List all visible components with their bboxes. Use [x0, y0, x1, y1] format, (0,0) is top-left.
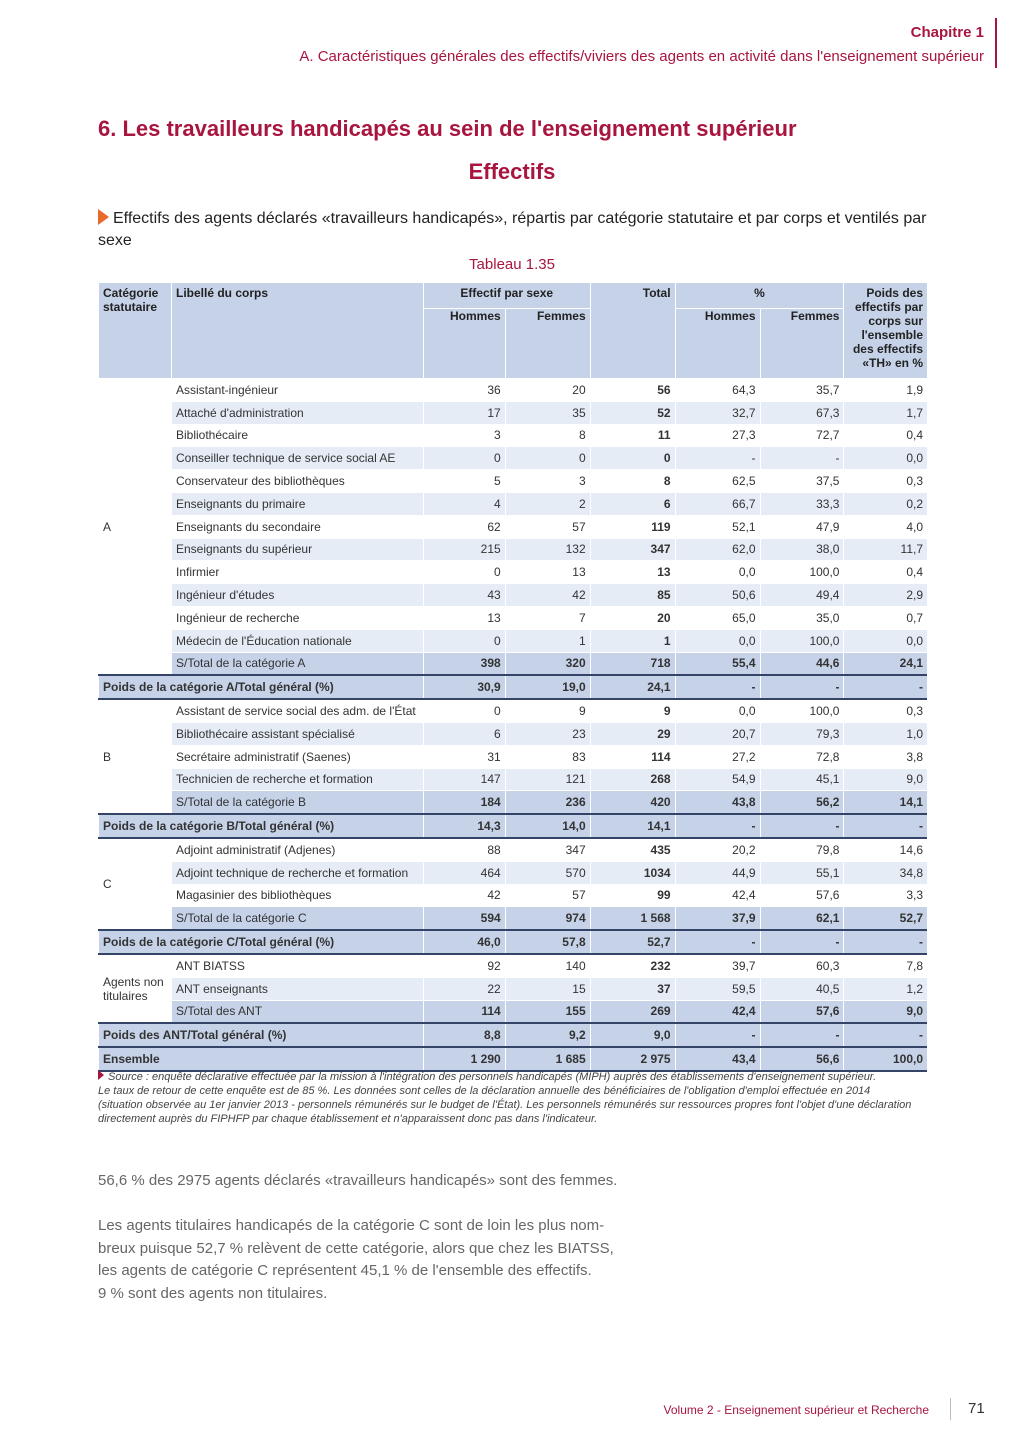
header-pct-femmes: Femmes	[760, 309, 844, 379]
header-femmes: Femmes	[505, 309, 590, 379]
cell-ph: 0,0	[675, 561, 760, 584]
cell-pw: 34,8	[844, 861, 927, 884]
subtotal-row	[99, 652, 928, 675]
cell-t: 718	[590, 652, 675, 675]
table-row	[99, 838, 928, 861]
cell-pw: -	[844, 675, 927, 699]
cell-pw: 14,6	[844, 838, 927, 861]
corps-label: Adjoint technique de recherche et formation	[171, 861, 423, 884]
cell-f: 9	[505, 699, 590, 722]
corps-label: Technicien de recherche et formation	[171, 768, 423, 791]
header-pct: %	[675, 283, 844, 309]
table-row	[99, 538, 928, 561]
source-line: (situation observée au 1er janvier 2013 - personnels rémunérés sur le budget de l'État). Les personnels rémunérés sur ressources propres font l'objet d'une déclaration	[98, 1099, 912, 1111]
cell-h: 398	[423, 652, 505, 675]
cell-ph: 43,4	[675, 1047, 760, 1071]
table-row	[99, 492, 928, 515]
cell-ph: 50,6	[675, 584, 760, 607]
cell-t: 24,1	[590, 675, 675, 699]
cell-ph: 62,0	[675, 538, 760, 561]
cell-pf: -	[760, 447, 844, 470]
cell-h: 594	[423, 907, 505, 930]
cell-pw: 7,8	[844, 954, 927, 977]
corps-label: Bibliothécaire	[171, 424, 423, 447]
cell-f: 1	[505, 629, 590, 652]
cell-f: 83	[505, 745, 590, 768]
paragraph-2	[98, 1215, 658, 1305]
cell-ph: 32,7	[675, 401, 760, 424]
cell-pf: 100,0	[760, 629, 844, 652]
corps-label: Médecin de l'Éducation nationale	[171, 629, 423, 652]
cell-t: 14,1	[590, 814, 675, 838]
cell-f: 132	[505, 538, 590, 561]
cell-f: 347	[505, 838, 590, 861]
cell-pw: 100,0	[844, 1047, 927, 1071]
header-total: Total	[590, 283, 675, 379]
table-row	[99, 515, 928, 538]
table-row	[99, 977, 928, 1000]
cell-f: 14,0	[505, 814, 590, 838]
table-body	[99, 379, 928, 1071]
cell-h: 0	[423, 447, 505, 470]
cell-h: 3	[423, 424, 505, 447]
category-cell: B	[99, 699, 172, 814]
cell-ph: 43,8	[675, 791, 760, 814]
cell-t: 232	[590, 954, 675, 977]
cell-t: 119	[590, 515, 675, 538]
table-row	[99, 699, 928, 722]
cell-h: 14,3	[423, 814, 505, 838]
cell-ph: 59,5	[675, 977, 760, 1000]
cell-ph: -	[675, 930, 760, 954]
cell-t: 0	[590, 447, 675, 470]
arrow-icon	[98, 209, 109, 225]
cell-pf: 33,3	[760, 492, 844, 515]
cell-pw: -	[844, 814, 927, 838]
cell-f: 9,2	[505, 1023, 590, 1047]
cell-f: 8	[505, 424, 590, 447]
corps-label: Attaché d'administration	[171, 401, 423, 424]
cell-h: 215	[423, 538, 505, 561]
cell-pw: 0,4	[844, 424, 927, 447]
poids-row	[99, 930, 928, 954]
table-row	[99, 606, 928, 629]
cell-h: 88	[423, 838, 505, 861]
corps-label: Conservateur des bibliothèques	[171, 470, 423, 493]
cell-ph: -	[675, 675, 760, 699]
corps-label: Assistant de service social des adm. de l'État	[171, 699, 423, 722]
cell-f: 57	[505, 884, 590, 907]
cell-h: 30,9	[423, 675, 505, 699]
cell-t: 269	[590, 1000, 675, 1023]
source-line: Source : enquête déclarative effectuée par la mission à l'intégration des personnels handicapés (MIPH) auprès des établissements d'enseignement supérieur.	[108, 1071, 877, 1083]
cell-ph: 42,4	[675, 1000, 760, 1023]
cell-ph: 20,2	[675, 838, 760, 861]
table-row	[99, 722, 928, 745]
subtotal-row	[99, 907, 928, 930]
cell-f: 57,8	[505, 930, 590, 954]
paragraph-line: Les agents titulaires handicapés de la catégorie C sont de loin les plus nom-	[98, 1217, 605, 1234]
cell-t: 114	[590, 745, 675, 768]
chapter-header	[299, 24, 984, 68]
cell-pf: 44,6	[760, 652, 844, 675]
cell-pf: 35,0	[760, 606, 844, 629]
cell-pf: 57,6	[760, 884, 844, 907]
cell-t: 420	[590, 791, 675, 814]
chapter-number: Chapitre 1	[910, 24, 984, 41]
cell-pw: 11,7	[844, 538, 927, 561]
cell-pf: 79,8	[760, 838, 844, 861]
cell-t: 20	[590, 606, 675, 629]
cell-h: 114	[423, 1000, 505, 1023]
cell-pw: 0,2	[844, 492, 927, 515]
cell-ph: 27,2	[675, 745, 760, 768]
cell-ph: 54,9	[675, 768, 760, 791]
corps-label: Conseiller technique de service social AE	[171, 447, 423, 470]
poids-row	[99, 675, 928, 699]
subtotal-row	[99, 1000, 928, 1023]
source-arrow-icon	[98, 1070, 104, 1080]
cell-h: 42	[423, 884, 505, 907]
cell-ph: 37,9	[675, 907, 760, 930]
header-libelle: Libellé du corps	[171, 283, 423, 379]
table-row	[99, 447, 928, 470]
cell-f: 974	[505, 907, 590, 930]
header-pct-hommes: Hommes	[675, 309, 760, 379]
cell-ph: 55,4	[675, 652, 760, 675]
cell-pf: 60,3	[760, 954, 844, 977]
cell-t: 9,0	[590, 1023, 675, 1047]
cell-f: 20	[505, 379, 590, 402]
table-row	[99, 954, 928, 977]
cell-pf: 49,4	[760, 584, 844, 607]
cell-ph: 64,3	[675, 379, 760, 402]
cell-h: 4	[423, 492, 505, 515]
source-note	[98, 1070, 928, 1126]
corps-label: Magasinier des bibliothèques	[171, 884, 423, 907]
cell-pf: 55,1	[760, 861, 844, 884]
cell-pw: 0,7	[844, 606, 927, 629]
cell-ph: 0,0	[675, 629, 760, 652]
description-text: Effectifs des agents déclarés «travailleurs handicapés», répartis par catégorie statutaire et par corps et ventilés par sexe	[98, 210, 927, 249]
cell-f: 236	[505, 791, 590, 814]
footer-divider	[950, 1398, 951, 1420]
cell-pf: 79,3	[760, 722, 844, 745]
subtotal-label: S/Total de la catégorie C	[171, 907, 423, 930]
cell-pf: 62,1	[760, 907, 844, 930]
cell-ph: -	[675, 814, 760, 838]
cell-pw: 9,0	[844, 1000, 927, 1023]
category-cell: A	[99, 379, 172, 676]
cell-t: 347	[590, 538, 675, 561]
cell-pf: -	[760, 930, 844, 954]
footer-volume: Volume 2 - Enseignement supérieur et Recherche	[663, 1403, 929, 1417]
corps-label: Adjoint administratif (Adjenes)	[171, 838, 423, 861]
cell-pf: -	[760, 814, 844, 838]
cell-f: 155	[505, 1000, 590, 1023]
cell-t: 29	[590, 722, 675, 745]
cell-pf: 45,1	[760, 768, 844, 791]
section-title: 6. Les travailleurs handicapés au sein de l'enseignement supérieur	[98, 116, 797, 141]
header-categorie: Catégorie statutaire	[99, 283, 172, 379]
cell-t: 1 568	[590, 907, 675, 930]
header-hommes: Hommes	[423, 309, 505, 379]
cell-t: 52,7	[590, 930, 675, 954]
poids-label: Poids des ANT/Total général (%)	[99, 1023, 424, 1047]
cell-f: 7	[505, 606, 590, 629]
corps-label: Enseignants du primaire	[171, 492, 423, 515]
corps-label: Ingénieur d'études	[171, 584, 423, 607]
cell-h: 464	[423, 861, 505, 884]
cell-pw: -	[844, 1023, 927, 1047]
cell-t: 2 975	[590, 1047, 675, 1071]
table-row	[99, 401, 928, 424]
cell-pw: 4,0	[844, 515, 927, 538]
poids-label: Poids de la catégorie B/Total général (%)	[99, 814, 424, 838]
cell-pw: 1,2	[844, 977, 927, 1000]
cell-pf: 40,5	[760, 977, 844, 1000]
cell-f: 3	[505, 470, 590, 493]
cell-pw: 2,9	[844, 584, 927, 607]
cell-f: 19,0	[505, 675, 590, 699]
cell-pw: 0,4	[844, 561, 927, 584]
ensemble-row	[99, 1047, 928, 1071]
cell-h: 147	[423, 768, 505, 791]
cell-f: 23	[505, 722, 590, 745]
cell-h: 184	[423, 791, 505, 814]
cell-t: 56	[590, 379, 675, 402]
cell-h: 22	[423, 977, 505, 1000]
cell-h: 13	[423, 606, 505, 629]
category-cell: Agents non titulaires	[99, 954, 172, 1023]
cell-pw: 1,7	[844, 401, 927, 424]
cell-t: 9	[590, 699, 675, 722]
cell-t: 1	[590, 629, 675, 652]
subtotal-label: S/Total des ANT	[171, 1000, 423, 1023]
cell-h: 43	[423, 584, 505, 607]
table-row	[99, 561, 928, 584]
cell-ph: 52,1	[675, 515, 760, 538]
table-row	[99, 424, 928, 447]
cell-t: 99	[590, 884, 675, 907]
cell-pw: 0,3	[844, 699, 927, 722]
cell-pw: 14,1	[844, 791, 927, 814]
cell-t: 52	[590, 401, 675, 424]
table-description	[98, 208, 928, 252]
cell-t: 435	[590, 838, 675, 861]
cell-f: 320	[505, 652, 590, 675]
cell-h: 46,0	[423, 930, 505, 954]
cell-pf: 37,5	[760, 470, 844, 493]
cell-t: 37	[590, 977, 675, 1000]
cell-f: 1 685	[505, 1047, 590, 1071]
cell-pf: 57,6	[760, 1000, 844, 1023]
cell-ph: -	[675, 1023, 760, 1047]
ensemble-label: Ensemble	[99, 1047, 424, 1071]
cell-ph: 0,0	[675, 699, 760, 722]
subtotal-row	[99, 791, 928, 814]
table-caption: Tableau 1.35	[469, 256, 555, 273]
cell-pw: -	[844, 930, 927, 954]
cell-h: 31	[423, 745, 505, 768]
cell-t: 11	[590, 424, 675, 447]
corps-label: ANT BIATSS	[171, 954, 423, 977]
corps-label: Assistant-ingénieur	[171, 379, 423, 402]
cell-pw: 0,0	[844, 629, 927, 652]
paragraph-line: breux puisque 52,7 % relèvent de cette catégorie, alors que chez les BIATSS,	[98, 1239, 614, 1257]
cell-ph: 62,5	[675, 470, 760, 493]
table-row	[99, 861, 928, 884]
cell-f: 15	[505, 977, 590, 1000]
cell-h: 6	[423, 722, 505, 745]
table-row	[99, 768, 928, 791]
cell-ph: 27,3	[675, 424, 760, 447]
cell-pf: 47,9	[760, 515, 844, 538]
cell-pf: 67,3	[760, 401, 844, 424]
cell-f: 2	[505, 492, 590, 515]
cell-pw: 52,7	[844, 907, 927, 930]
poids-row	[99, 1023, 928, 1047]
cell-h: 36	[423, 379, 505, 402]
table-row	[99, 379, 928, 402]
cell-h: 17	[423, 401, 505, 424]
cell-ph: 44,9	[675, 861, 760, 884]
page-number: 71	[968, 1400, 985, 1417]
chapter-subtitle: A. Caractéristiques générales des effectifs/viviers des agents en activité dans l'enseignement supérieur	[299, 48, 984, 65]
cell-f: 35	[505, 401, 590, 424]
cell-ph: 20,7	[675, 722, 760, 745]
cell-t: 1034	[590, 861, 675, 884]
cell-f: 0	[505, 447, 590, 470]
cell-pw: 3,3	[844, 884, 927, 907]
paragraph-line: les agents de catégorie C représentent 45,1 % de l'ensemble des effectifs.	[98, 1262, 592, 1279]
chapter-bar	[995, 18, 997, 68]
cell-ph: -	[675, 447, 760, 470]
cell-pf: 100,0	[760, 561, 844, 584]
cell-ph: 66,7	[675, 492, 760, 515]
table-row	[99, 470, 928, 493]
cell-t: 85	[590, 584, 675, 607]
cell-t: 13	[590, 561, 675, 584]
cell-pw: 0,3	[844, 470, 927, 493]
cell-h: 92	[423, 954, 505, 977]
paragraph-line: 9 % sont des agents non titulaires.	[98, 1284, 328, 1302]
source-line: directement auprès du FIPHFP par chaque établissement et n'apparaissent donc pas dans l'indicateur.	[98, 1113, 598, 1125]
cell-t: 6	[590, 492, 675, 515]
cell-h: 0	[423, 561, 505, 584]
cell-pf: 72,7	[760, 424, 844, 447]
source-line: Le taux de retour de cette enquête est de 85 %. Les données sont celles de la déclaration annuelle des bénéficiaires de l'obligation d'emploi effectuée en 2014	[98, 1085, 871, 1097]
cell-h: 0	[423, 699, 505, 722]
cell-pf: 72,8	[760, 745, 844, 768]
cell-pw: 3,8	[844, 745, 927, 768]
cell-f: 57	[505, 515, 590, 538]
corps-label: Enseignants du secondaire	[171, 515, 423, 538]
table-row	[99, 745, 928, 768]
poids-label: Poids de la catégorie C/Total général (%)	[99, 930, 424, 954]
cell-h: 0	[423, 629, 505, 652]
corps-label: Enseignants du supérieur	[171, 538, 423, 561]
header-effectif: Effectif par sexe	[423, 283, 590, 309]
cell-pw: 1,9	[844, 379, 927, 402]
subtotal-label: S/Total de la catégorie A	[171, 652, 423, 675]
corps-label: Infirmier	[171, 561, 423, 584]
category-cell: C	[99, 838, 172, 930]
corps-label: ANT enseignants	[171, 977, 423, 1000]
cell-pf: 56,6	[760, 1047, 844, 1071]
cell-t: 268	[590, 768, 675, 791]
cell-h: 8,8	[423, 1023, 505, 1047]
cell-h: 5	[423, 470, 505, 493]
subtotal-label: S/Total de la catégorie B	[171, 791, 423, 814]
paragraph-1: 56,6 % des 2975 agents déclarés «travailleurs handicapés» sont des femmes.	[98, 1172, 618, 1189]
poids-row	[99, 814, 928, 838]
corps-label: Bibliothécaire assistant spécialisé	[171, 722, 423, 745]
cell-pw: 24,1	[844, 652, 927, 675]
cell-f: 140	[505, 954, 590, 977]
corps-label: Secrétaire administratif (Saenes)	[171, 745, 423, 768]
cell-pw: 0,0	[844, 447, 927, 470]
cell-pf: -	[760, 675, 844, 699]
cell-ph: 42,4	[675, 884, 760, 907]
cell-pf: 100,0	[760, 699, 844, 722]
data-table	[98, 283, 927, 1072]
table-row	[99, 884, 928, 907]
corps-label: Ingénieur de recherche	[171, 606, 423, 629]
cell-pf: 35,7	[760, 379, 844, 402]
cell-ph: 39,7	[675, 954, 760, 977]
cell-pf: -	[760, 1023, 844, 1047]
cell-ph: 65,0	[675, 606, 760, 629]
cell-pw: 9,0	[844, 768, 927, 791]
subsection-title: Effectifs	[468, 159, 556, 184]
poids-label: Poids de la catégorie A/Total général (%)	[99, 675, 424, 699]
cell-pw: 1,0	[844, 722, 927, 745]
cell-f: 570	[505, 861, 590, 884]
cell-h: 62	[423, 515, 505, 538]
cell-pf: 56,2	[760, 791, 844, 814]
cell-t: 8	[590, 470, 675, 493]
header-poids: Poids des effectifs par corps sur l'ensemble des effectifs «TH» en %	[844, 283, 927, 379]
cell-h: 1 290	[423, 1047, 505, 1071]
cell-f: 42	[505, 584, 590, 607]
cell-pf: 38,0	[760, 538, 844, 561]
cell-f: 13	[505, 561, 590, 584]
table-row	[99, 584, 928, 607]
table-row	[99, 629, 928, 652]
cell-f: 121	[505, 768, 590, 791]
